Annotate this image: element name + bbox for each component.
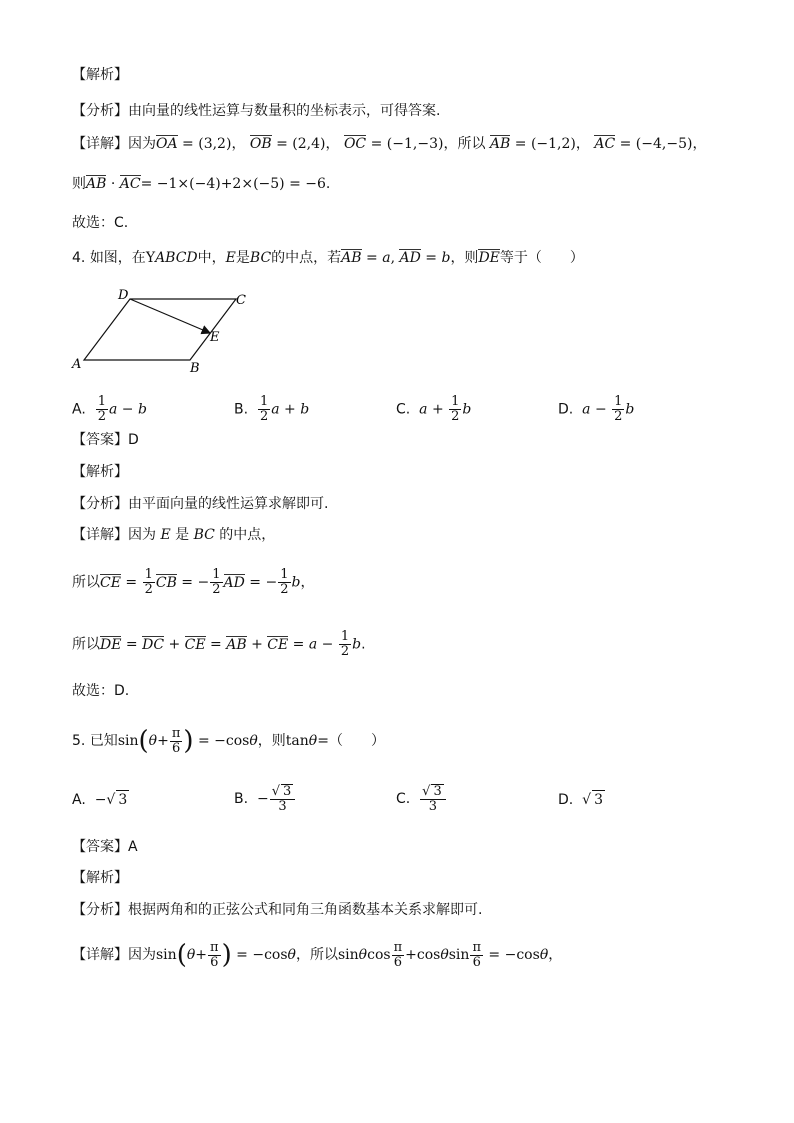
- q3-xiangjie: 【详解】因为OA = (3,2)， OB = (2,4)， OC = (−1,−3)，所以 AB = (−1,2)， AC = (−4,−5)，: [72, 136, 707, 152]
- q5-option-c[interactable]: C. $\frac{√ 3}{3}$: [396, 781, 447, 817]
- q4-fenxi: 【分析】由平面向量的线性运算求解即可.: [72, 496, 329, 512]
- q3-fenxi: 【分析】由向量的线性运算与数量积的坐标表示，可得答案.: [72, 103, 441, 119]
- q4-jiexi: 【解析】: [72, 464, 128, 480]
- vector-de-arrow: [130, 299, 210, 333]
- q5-jiexi: 【解析】: [72, 870, 128, 886]
- label-c: C: [236, 293, 246, 308]
- q3-jiexi: 【解析】: [72, 67, 128, 83]
- q5-xiangjie: 【详解】因为sin(θ+ $\frac{\pi}{6}$ ) = −cosθ，所以sinθcos $\frac{\pi}{6}$ +cosθsin $\frac{\pi}{6}$ = −cosθ，: [72, 939, 563, 970]
- q4-answer: 【答案】D: [72, 432, 139, 448]
- vector-ac: AC: [594, 136, 616, 152]
- q4-step-de: 所以DE = DC + CE = AB + CE = a − $\frac{1}{2}$ b.: [72, 629, 366, 659]
- q5-fenxi: 【分析】根据两角和的正弦公式和同角三角函数基本关系求解即可.: [72, 902, 483, 918]
- parallelogram-figure: [70, 286, 260, 376]
- q4-xiangjie: 【详解】因为 E 是 BC 的中点，: [72, 527, 276, 543]
- q4-option-b[interactable]: B. $\frac{1}{2}$ a + b: [234, 394, 310, 424]
- q4-option-d[interactable]: D. a − $\frac{1}{2}$ b: [558, 394, 635, 424]
- q4-step-ce: 所以CE = $\frac{1}{2}$ CB = − $\frac{1}{2}$ AD = − $\frac{1}{2}$ b，: [72, 567, 315, 597]
- q4-option-a[interactable]: A. $\frac{1}{2}$ a − b: [72, 394, 147, 424]
- label-d: D: [118, 288, 129, 303]
- q5-option-a[interactable]: A. −√ 3: [72, 792, 128, 808]
- label-a: A: [72, 357, 82, 372]
- label-b: B: [190, 361, 200, 376]
- q5-option-b[interactable]: B. − $\frac{√ 3}{3}$: [234, 781, 296, 817]
- q4-stem: 4. 如图，在YABCD中，E是BC的中点，若AB = a, AD = b，则DE等于（ ）: [72, 250, 584, 266]
- vector-ab: AB: [489, 136, 511, 152]
- q3-guxuan: 故选：C.: [72, 215, 129, 231]
- q5-stem: 5. 已知sin(θ+ $\frac{\pi}{6}$ ) = −cosθ，则tanθ=（ ）: [72, 725, 385, 756]
- q4-option-c[interactable]: C. a + $\frac{1}{2}$ b: [396, 394, 472, 424]
- vector-oa: OA: [156, 136, 178, 152]
- label-e: E: [210, 330, 220, 345]
- vector-ob: OB: [249, 136, 272, 152]
- q3-dot-product: 则AB · AC= −1×(−4)+2×(−5) = −6.: [72, 176, 331, 192]
- q5-answer: 【答案】A: [72, 839, 138, 855]
- q4-guxuan: 故选：D.: [72, 683, 130, 699]
- q5-option-d[interactable]: D. √ 3: [558, 792, 603, 808]
- vector-oc: OC: [343, 136, 367, 152]
